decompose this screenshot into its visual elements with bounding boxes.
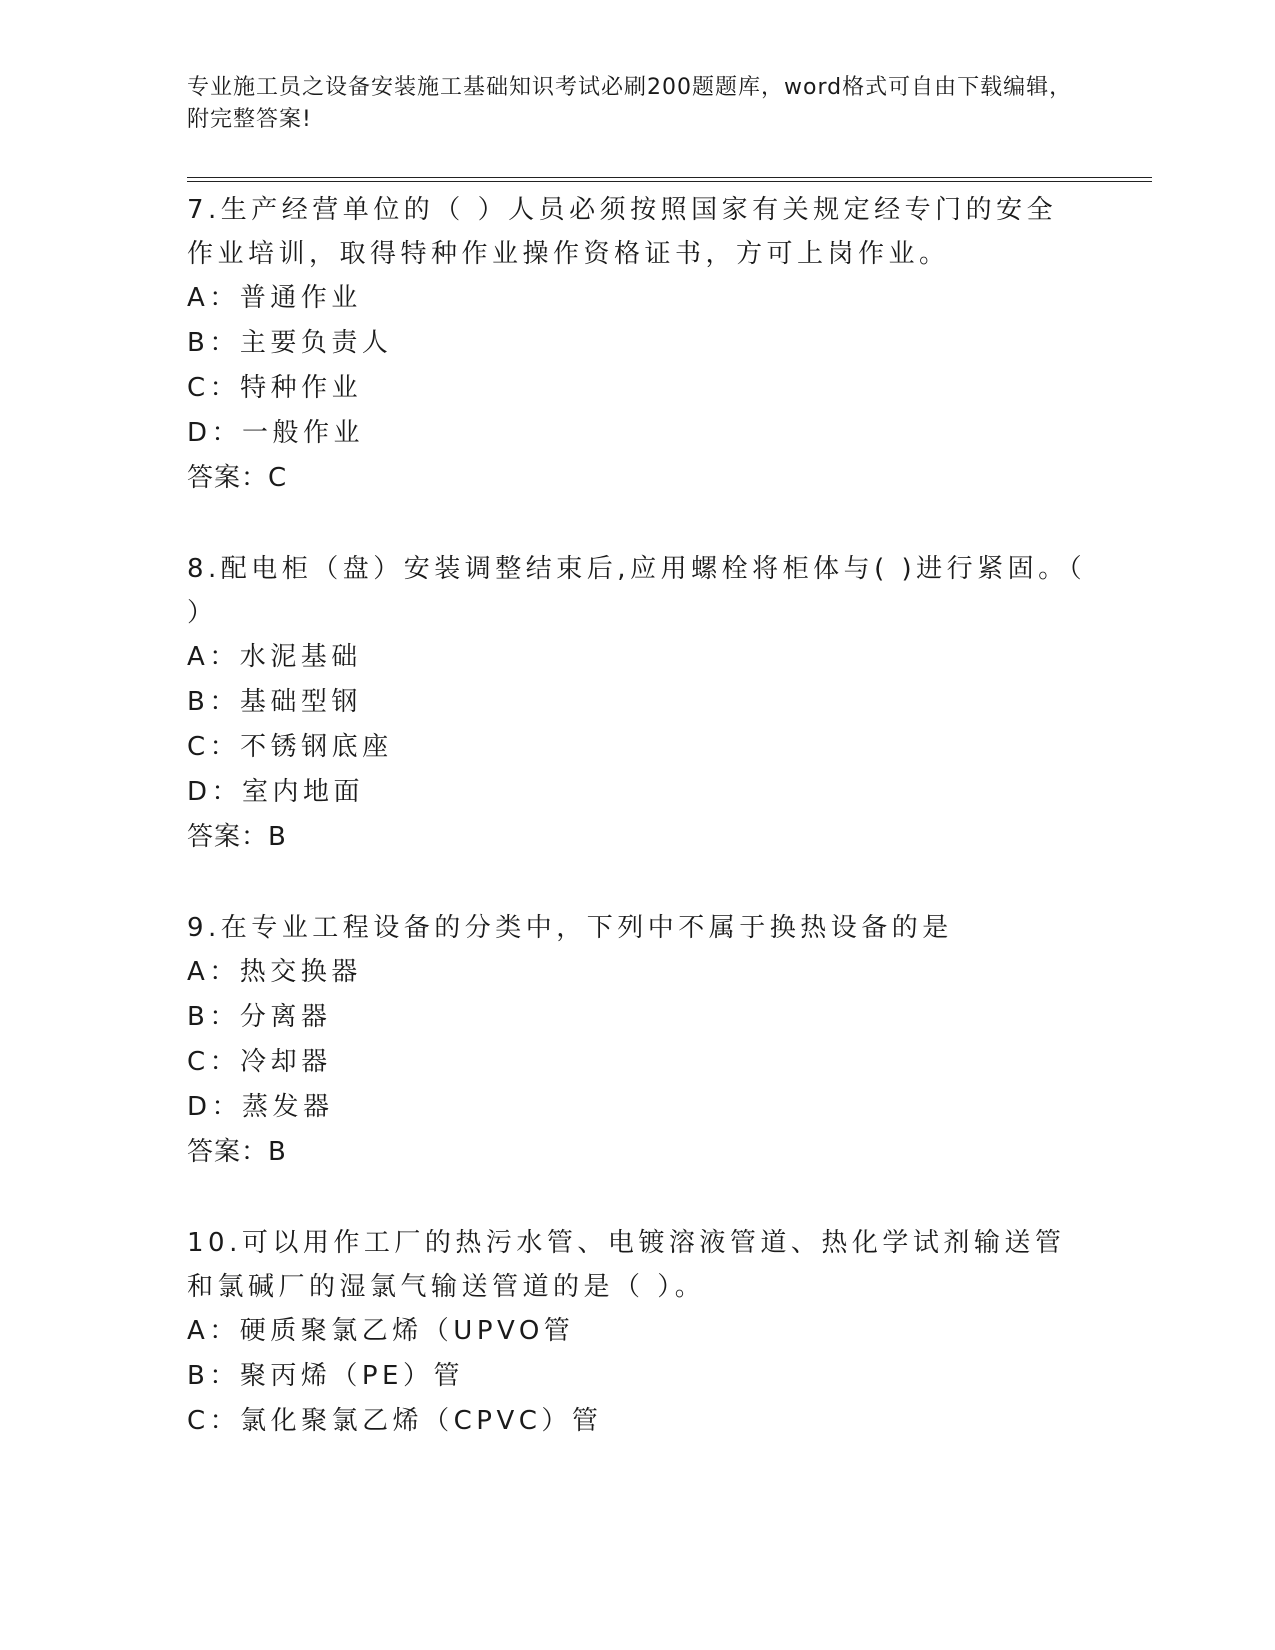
- question-text: 10.可以用作工厂的热污水管、电镀溶液管道、热化学试剂输送管和氯碱厂的湿氯气输送管道的是（ ）。: [187, 1228, 1066, 1302]
- option-d: D：一般作业: [187, 418, 365, 448]
- document-header: 专业施工员之设备安装施工基础知识考试必刷200题题库，word格式可自由下载编辑，附完整答案!: [187, 75, 1073, 132]
- header-divider-bottom: [187, 181, 1152, 182]
- option-d: D：室内地面: [187, 777, 365, 807]
- option-a: A：水泥基础: [187, 642, 362, 672]
- option-b: B：分离器: [187, 1002, 332, 1032]
- option-a: A：普通作业: [187, 283, 362, 313]
- question-list: [187, 188, 1087, 1444]
- question-7: [187, 188, 1087, 501]
- question-text: 7.生产经营单位的（ ）人员必须按照国家有关规定经专门的安全作业培训，取得特种作业操作资格证书，方可上岗作业。: [187, 195, 1058, 269]
- option-a: A：热交换器: [187, 957, 362, 987]
- option-b: B：聚丙烯（PE）管: [187, 1361, 464, 1391]
- question-10: [187, 1221, 1087, 1444]
- option-b: B：主要负责人: [187, 328, 393, 358]
- option-a: A：硬质聚氯乙烯（UPVO管: [187, 1316, 575, 1346]
- answer: 答案：C: [187, 463, 288, 493]
- option-d: D：蒸发器: [187, 1092, 334, 1122]
- option-c: C：特种作业: [187, 373, 363, 403]
- option-c: C：不锈钢底座: [187, 732, 393, 762]
- option-b: B：基础型钢: [187, 687, 362, 717]
- answer: 答案：B: [187, 822, 287, 852]
- answer: 答案：B: [187, 1137, 287, 1167]
- question-text: 9.在专业工程设备的分类中，下列中不属于换热设备的是: [187, 913, 953, 943]
- option-c: C：氯化聚氯乙烯（CPVC）管: [187, 1406, 603, 1436]
- question-9: [187, 906, 1087, 1175]
- option-c: C：冷却器: [187, 1047, 332, 1077]
- question-8: [187, 547, 1087, 860]
- question-text: 8.配电柜（盘）安装调整结束后,应用螺栓将柜体与( )进行紧固。（ ）: [187, 554, 1087, 628]
- header-divider-top: [187, 177, 1152, 178]
